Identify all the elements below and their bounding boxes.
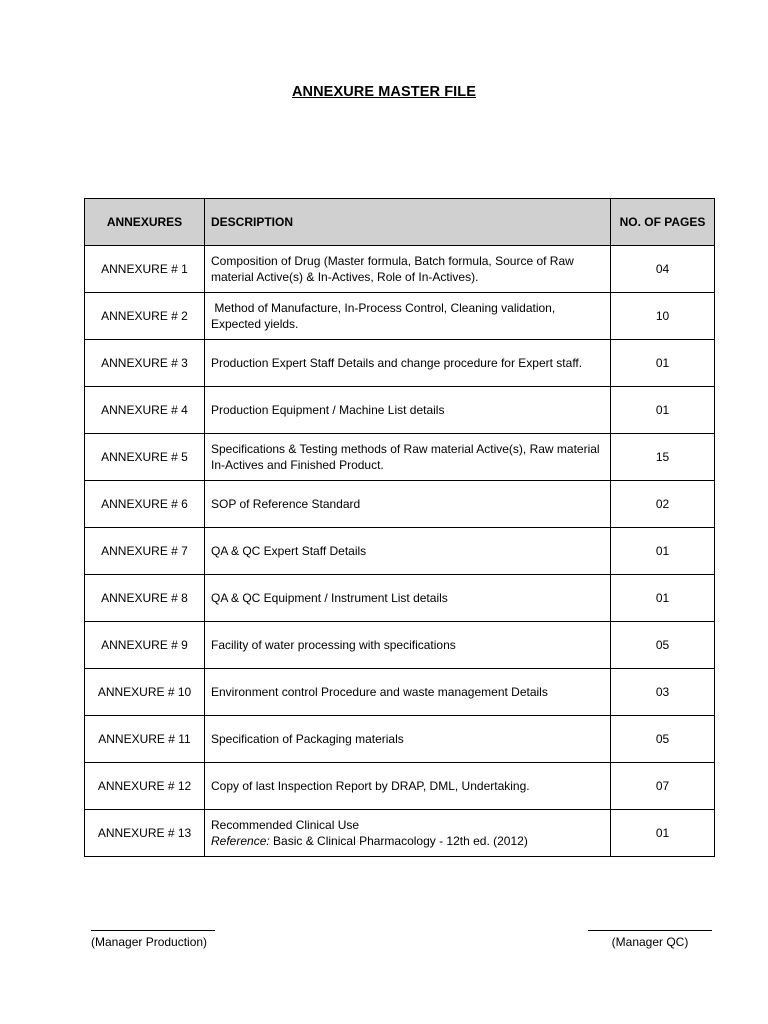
header-pages: NO. OF PAGES — [611, 199, 715, 246]
pages-cell: 07 — [611, 763, 715, 810]
annexure-cell: ANNEXURE # 10 — [85, 669, 205, 716]
reference-label: Reference: — [211, 834, 270, 848]
description-cell: Production Expert Staff Details and change procedure for Expert staff. — [205, 340, 611, 387]
pages-cell: 03 — [611, 669, 715, 716]
description-cell: QA & QC Equipment / Instrument List details — [205, 575, 611, 622]
description-cell: Copy of last Inspection Report by DRAP, DML, Undertaking. — [205, 763, 611, 810]
table-row — [85, 810, 715, 857]
table-row — [85, 481, 715, 528]
description-cell: Method of Manufacture, In-Process Control, Cleaning validation, Expected yields. — [205, 293, 611, 340]
description-cell: SOP of Reference Standard — [205, 481, 611, 528]
table-row — [85, 387, 715, 434]
pages-cell: 01 — [611, 810, 715, 857]
annexure-cell: ANNEXURE # 2 — [85, 293, 205, 340]
description-cell: Production Equipment / Machine List details — [205, 387, 611, 434]
page-title: ANNEXURE MASTER FILE — [291, 84, 477, 100]
table-row — [85, 246, 715, 293]
table-row — [85, 528, 715, 575]
annexure-table — [84, 198, 715, 857]
pages-cell: 01 — [611, 340, 715, 387]
description-cell — [205, 810, 611, 857]
description-cell: QA & QC Expert Staff Details — [205, 528, 611, 575]
description-line: Recommended Clinical Use — [211, 818, 360, 832]
pages-cell: 05 — [611, 716, 715, 763]
pages-cell: 01 — [611, 528, 715, 575]
annexure-cell: ANNEXURE # 5 — [85, 434, 205, 481]
table-row — [85, 340, 715, 387]
table-row — [85, 669, 715, 716]
table-row — [85, 434, 715, 481]
reference-text: Basic & Clinical Pharmacology - 12th ed. (2012) — [269, 834, 528, 848]
signature-label: (Manager QC) — [611, 935, 689, 949]
description-cell: Composition of Drug (Master formula, Batch formula, Source of Raw material Active(s) & In-Actives, Role of In-Actives). — [205, 246, 611, 293]
table-row — [85, 293, 715, 340]
pages-cell: 01 — [611, 387, 715, 434]
annexure-cell: ANNEXURE # 4 — [85, 387, 205, 434]
table-header-row — [85, 199, 715, 246]
signature-line — [91, 930, 215, 931]
description-cell: Facility of water processing with specifications — [205, 622, 611, 669]
description-cell: Environment control Procedure and waste management Details — [205, 669, 611, 716]
pages-cell: 15 — [611, 434, 715, 481]
pages-cell: 10 — [611, 293, 715, 340]
signature-manager-production — [91, 930, 215, 949]
description-cell: Specifications & Testing methods of Raw material Active(s), Raw material In-Actives and Finished Product. — [205, 434, 611, 481]
annexure-cell: ANNEXURE # 3 — [85, 340, 205, 387]
pages-cell: 01 — [611, 575, 715, 622]
table-row — [85, 716, 715, 763]
pages-cell: 02 — [611, 481, 715, 528]
header-description: DESCRIPTION — [205, 199, 611, 246]
description-cell: Specification of Packaging materials — [205, 716, 611, 763]
signature-label: (Manager Production) — [91, 935, 208, 949]
annexure-cell: ANNEXURE # 1 — [85, 246, 205, 293]
annexure-cell: ANNEXURE # 7 — [85, 528, 205, 575]
table-row — [85, 575, 715, 622]
table-row — [85, 622, 715, 669]
annexure-cell: ANNEXURE # 11 — [85, 716, 205, 763]
annexure-cell: ANNEXURE # 6 — [85, 481, 205, 528]
annexure-cell: ANNEXURE # 13 — [85, 810, 205, 857]
annexure-cell: ANNEXURE # 9 — [85, 622, 205, 669]
signature-manager-qc — [588, 930, 712, 949]
annexure-cell: ANNEXURE # 8 — [85, 575, 205, 622]
signature-line — [588, 930, 712, 931]
pages-cell: 05 — [611, 622, 715, 669]
table-row — [85, 763, 715, 810]
header-annexures: ANNEXURES — [85, 199, 205, 246]
annexure-cell: ANNEXURE # 12 — [85, 763, 205, 810]
pages-cell: 04 — [611, 246, 715, 293]
